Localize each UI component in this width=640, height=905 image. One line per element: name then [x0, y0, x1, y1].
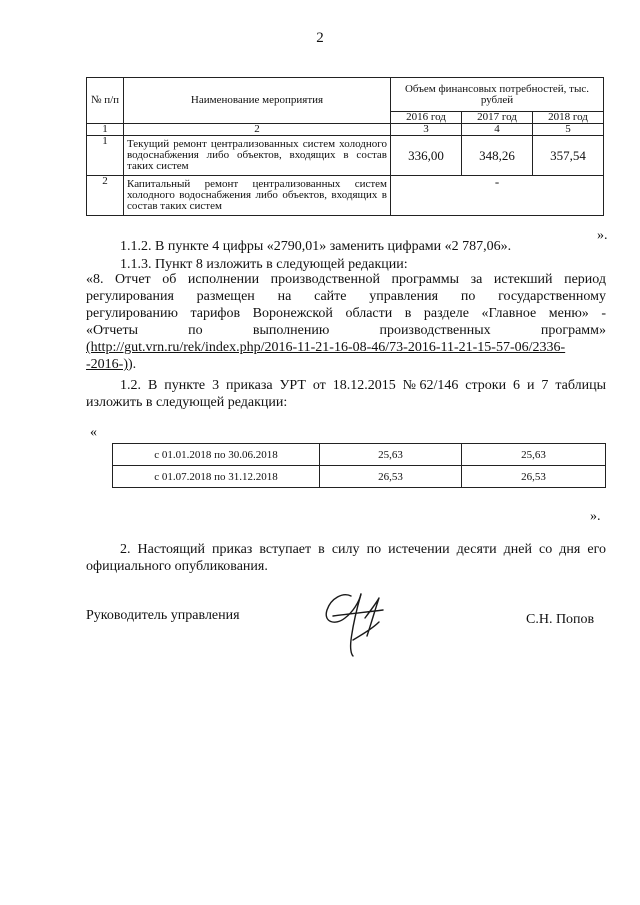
paragraph-1-1-2: 1.1.2. В пункте 4 цифры «2790,01» заменить цифрами «2 787,06». — [120, 239, 512, 254]
handwritten-signature — [313, 588, 409, 658]
paragraph-8-end: ). — [128, 357, 137, 372]
paragraph-2-line: официального опубликования. — [86, 559, 268, 574]
header-volume: Объем финансовых потребностей, тыс. рублей — [391, 78, 604, 112]
index-cell: 3 — [391, 124, 462, 136]
table2-close-quote: ». — [590, 509, 601, 524]
tariff-period: с 01.01.2018 по 30.06.2018 — [113, 444, 320, 466]
table-row — [113, 466, 606, 488]
table-close-quote: ». — [597, 228, 608, 243]
table-row — [87, 136, 604, 176]
header-year-2016: 2016 год — [391, 112, 462, 124]
tariff-period: с 01.07.2018 по 31.12.2018 — [113, 466, 320, 488]
reports-link[interactable]: (http://gut.vrn.ru/rek/index.php/2016-11-21-16-08-46/73-2016-11-21-15-57-06/2336- — [86, 340, 566, 355]
paragraph-8-line: «8. Отчет об исполнении производственной программы за истекший период — [86, 272, 606, 287]
header-num: № п/п — [87, 78, 124, 124]
paragraph-1-2-line: изложить в следующей редакции: — [86, 395, 288, 410]
reports-link-end[interactable]: -2016-) — [86, 357, 128, 372]
header-name: Наименование мероприятия — [124, 78, 391, 124]
row-merged-value: - — [391, 176, 604, 216]
paragraph-8-line: регулированию тарифов Воронежской области в разделе «Главное меню» - — [86, 306, 606, 321]
tariff-value: 25,63 — [462, 444, 606, 466]
financial-needs-table — [86, 77, 604, 216]
signatory-title: Руководитель управления — [86, 608, 240, 623]
row-value-2018: 357,54 — [533, 136, 604, 176]
index-cell: 1 — [87, 124, 124, 136]
paragraph-1-2-line: 1.2. В пункте 3 приказа УРТ от 18.12.2015 №62/146 строки 6 и 7 таблицы — [120, 378, 606, 393]
row-value-2016: 336,00 — [391, 136, 462, 176]
table-header-row — [87, 78, 604, 112]
signatory-name: С.Н. Попов — [526, 612, 595, 627]
tariff-table — [112, 443, 606, 488]
row-name: Капитальный ремонт централизованных систем холодного водоснабжения либо объектов, входящих в состав таких систем — [124, 176, 391, 216]
paragraph-2-line: 2. Настоящий приказ вступает в силу по истечении десяти дней со дня его — [120, 542, 606, 557]
table-row — [113, 444, 606, 466]
tariff-value: 25,63 — [320, 444, 462, 466]
row-num: 2 — [87, 176, 124, 216]
index-cell: 2 — [124, 124, 391, 136]
index-cell: 4 — [462, 124, 533, 136]
header-year-2017: 2017 год — [462, 112, 533, 124]
table2-open-quote: « — [90, 425, 97, 440]
paragraph-1-1-3: 1.1.3. Пункт 8 изложить в следующей редакции: — [120, 257, 408, 272]
header-year-2018: 2018 год — [533, 112, 604, 124]
tariff-value: 26,53 — [320, 466, 462, 488]
page-number: 2 — [316, 30, 324, 46]
paragraph-8-line: регулирования размещен на сайте управления по государственному — [86, 289, 606, 304]
table-row — [87, 176, 604, 216]
index-cell: 5 — [533, 124, 604, 136]
row-value-2017: 348,26 — [462, 136, 533, 176]
paragraph-8-line: «Отчеты по выполнению производственных программ» — [86, 323, 606, 338]
row-name: Текущий ремонт централизованных систем холодного водоснабжения либо объектов, входящих в состав таких систем — [124, 136, 391, 176]
table-index-row — [87, 124, 604, 136]
reports-link-continued — [86, 356, 136, 373]
tariff-value: 26,53 — [462, 466, 606, 488]
row-num: 1 — [87, 136, 124, 176]
